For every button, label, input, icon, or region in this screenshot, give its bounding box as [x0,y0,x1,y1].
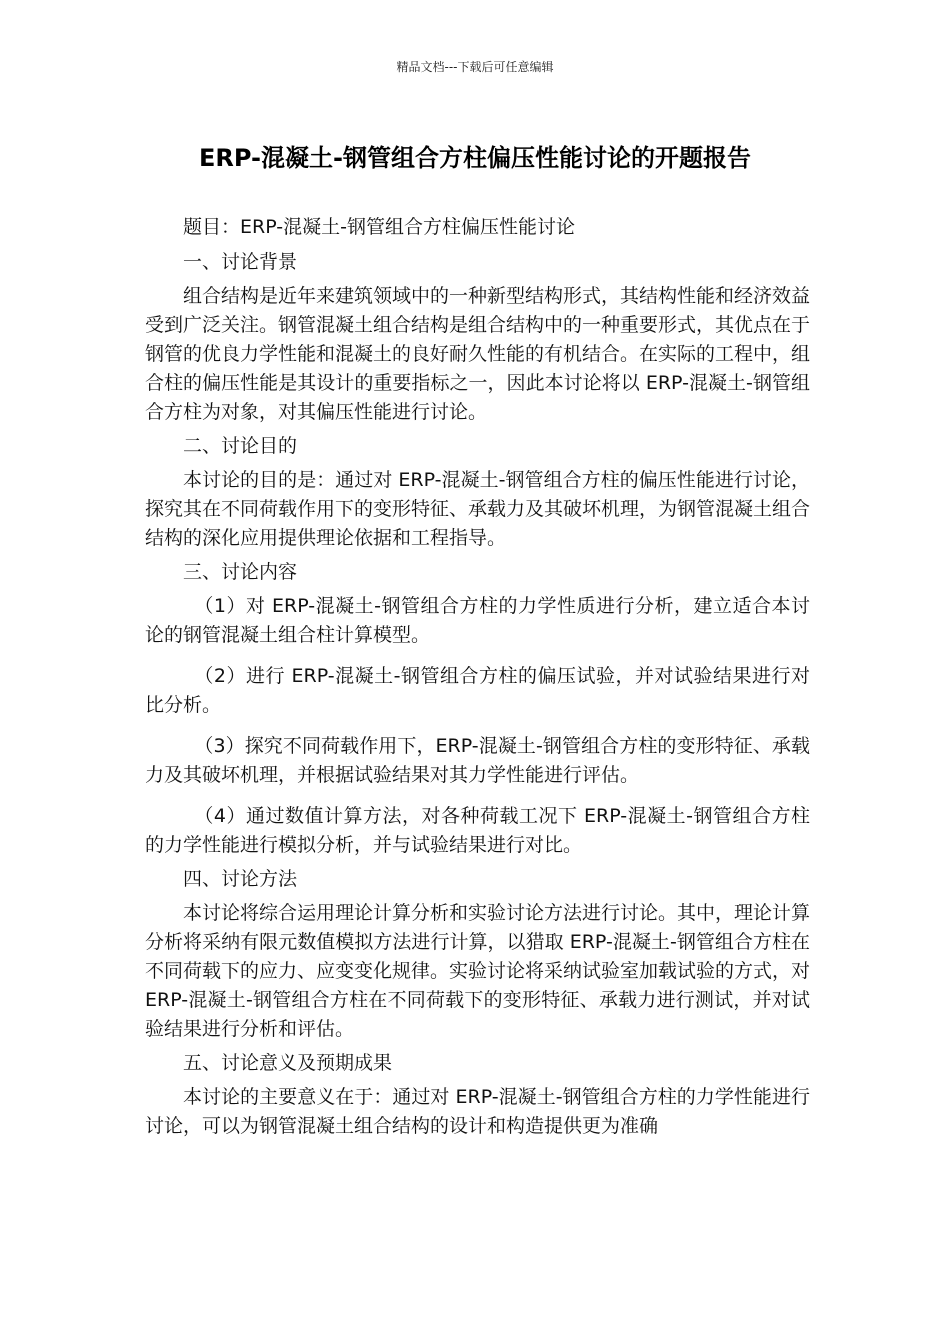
paragraph-purpose: 本讨论的目的是：通过对 ERP-混凝土-钢管组合方柱的偏压性能进行讨论，探究其在不同荷载作用下的变形特征、承载力及其破坏机理，为钢管混凝土组合结构的深化应用提供理论依据和工程指导。 [145,469,811,549]
content-item-1: （1）对 ERP-混凝土-钢管组合方柱的力学性质进行分析，建立适合本讨论的钢管混凝土组合柱计算模型。 [145,595,810,646]
document-body [145,213,810,1146]
paragraph-significance: 本讨论的主要意义在于：通过对 ERP-混凝土-钢管组合方柱的力学性能进行讨论，可以为钢管混凝土组合结构的设计和构造提供更为准确 [145,1086,810,1137]
content-item-3: （3）探究不同荷载作用下，ERP-混凝土-钢管组合方柱的变形特征、承载力及其破坏机理，并根据试验结果对其力学性能进行评估。 [145,735,810,786]
section-heading-content: 三、讨论内容 [183,561,298,583]
content-item-4: （4）通过数值计算方法，对各种荷载工况下 ERP-混凝土-钢管组合方柱的力学性能进行模拟分析，并与试验结果进行对比。 [145,805,810,856]
paragraph-method: 本讨论将综合运用理论计算分析和实验讨论方法进行讨论。其中，理论计算分析将采纳有限元数值模拟方法进行计算，以猎取 ERP-混凝土-钢管组合方柱在不同荷载下的应力、应变变化规律。实验讨论将采纳试验室加载试验的方式，对 ERP-混凝土-钢管组合方柱在不同荷载下的变形特征、承载力进行测试，并对试验结果进行分析和评估。 [145,902,811,1040]
content-item-2: （2）进行 ERP-混凝土-钢管组合方柱的偏压试验，并对试验结果进行对比分析。 [145,665,810,716]
topic-line: 题目：ERP-混凝土-钢管组合方柱偏压性能讨论 [183,216,575,238]
section-heading-background: 一、讨论背景 [183,251,298,273]
section-heading-method: 四、讨论方法 [183,868,298,890]
section-heading-significance: 五、讨论意义及预期成果 [183,1052,393,1074]
page-header-note: 精品文档---下载后可任意编辑 [396,60,554,74]
paragraph-background: 组合结构是近年来建筑领域中的一种新型结构形式，其结构性能和经济效益受到广泛关注。钢管混凝土组合结构是组合结构中的一种重要形式，其优点在于钢管的优良力学性能和混凝土的良好耐久性能的有机结合。在实际的工程中，组合柱的偏压性能是其设计的重要指标之一，因此本讨论将以 ERP-混凝土-钢管组合方柱为对象，对其偏压性能进行讨论。 [145,285,811,423]
document-title: ERP-混凝土-钢管组合方柱偏压性能讨论的开题报告 [199,144,751,172]
section-heading-purpose: 二、讨论目的 [183,435,298,457]
